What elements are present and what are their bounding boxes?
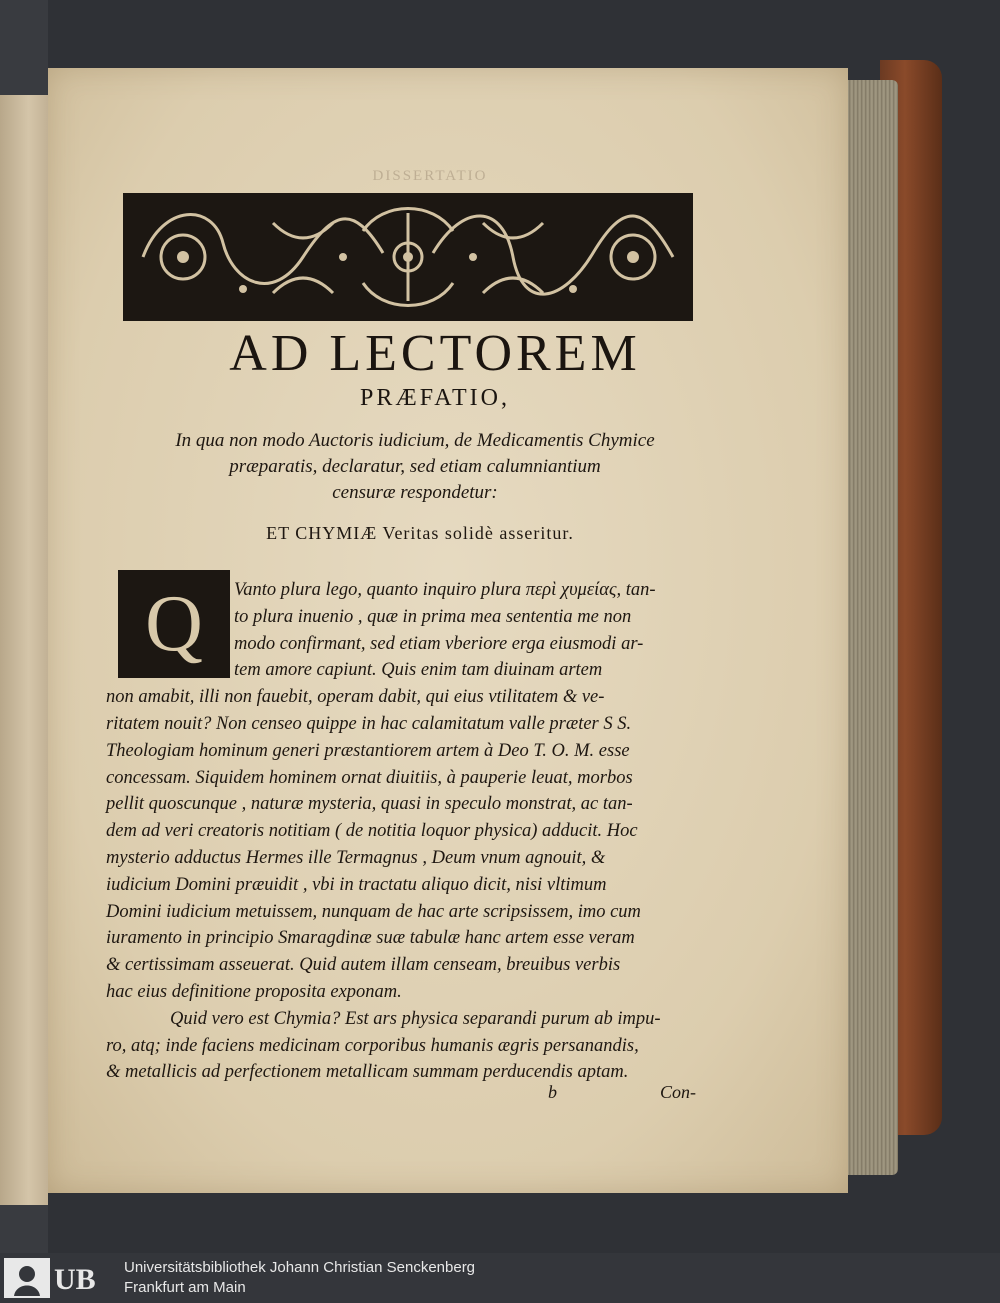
catchword: Con-: [660, 1082, 696, 1102]
library-logo-icon: [4, 1258, 114, 1298]
page-subheading: PRÆFATIO,: [360, 385, 510, 411]
text-line: iudicium Domini præuidit , vbi in tractatu aliquo dicit, nisi vltimum: [106, 874, 607, 895]
text-line: mysterio adductus Hermes ille Termagnus , Deum vnum agnouit, &: [106, 847, 606, 868]
ornament-icon: [123, 193, 693, 321]
text-line: & metallicis ad perfectionem metallicam summam perducendis aptam.: [106, 1062, 629, 1083]
text-line: & certissimam asseuerat. Quid autem illam censeam, breuibus verbis: [106, 955, 621, 976]
ub-logo[interactable]: [4, 1258, 114, 1298]
text-line: Domini iudicium metuissem, nunquam de hac arte scripsissem, imo cum: [106, 901, 641, 922]
text-line: Theologiam hominum generi præstantiorem artem à Deo T. O. M. esse: [106, 740, 630, 761]
text-line: concessam. Siquidem hominem ornat diuitiis, à pauperie leuat, morbos: [106, 767, 633, 788]
text-line: hac eius definitione proposita exponam.: [106, 981, 402, 1002]
footer-bar: [0, 1253, 1000, 1303]
text-line: ro, atq; inde faciens medicinam corporibus humanis ægris persanandis,: [106, 1035, 639, 1056]
subtitle-line: censuræ respondetur:: [332, 482, 498, 503]
text-line: iuramento in principio Smaragdinæ suæ tabulæ hanc artem esse veram: [106, 928, 635, 949]
ornament-headpiece: [123, 193, 693, 321]
text-line: non amabit, illi non fauebit, operam dabit, qui eius vtilitatem & ve-: [106, 687, 605, 708]
signature-mark: b: [548, 1082, 557, 1102]
page-heading: AD LECTOREM: [229, 325, 641, 382]
text-line: pellit quoscunque , naturæ mysteria, quasi in speculo monstrat, ac tan-: [106, 794, 633, 815]
running-head-showthrough: DISSERTATIO: [372, 168, 488, 184]
veritas-line: ET CHYMIÆ Veritas solidè asseritur.: [266, 523, 574, 543]
decorated-initial: [118, 570, 230, 678]
subtitle-line: præparatis, declaratur, sed etiam calumniantium: [229, 456, 601, 477]
library-name: Universitätsbibliothek Johann Christian Senckenberg: [124, 1259, 476, 1276]
text-line: to plura inuenio , quæ in prima mea sententia me non: [234, 606, 632, 627]
text-line: modo confirmant, sed etiam vberiore erga eiusmodi ar-: [234, 633, 644, 654]
library-city: Frankfurt am Main: [124, 1279, 246, 1296]
facing-page-edge: [0, 95, 48, 1205]
text-line: tem amore capiunt. Quis enim tam diuinam artem: [234, 660, 603, 681]
logo-text: UB: [54, 1263, 96, 1296]
text-line: ritatem nouit? Non censeo quippe in hac calamitatum valle præter S S.: [106, 713, 632, 734]
subtitle-line: In qua non modo Auctoris iudicium, de Medicamentis Chymice: [175, 430, 655, 451]
text-line: dem ad veri creatoris notitiam ( de notitia loquor physica) adducit. Hoc: [106, 821, 638, 842]
text-line: Quid vero est Chymia? Est ars physica separandi purum ab impu-: [170, 1008, 661, 1029]
initial-letter: Q: [145, 580, 203, 668]
text-line: Vanto plura lego, quanto inquiro plura περὶ χυμείας, tan-: [234, 580, 656, 600]
subtitle-block: [125, 428, 705, 506]
